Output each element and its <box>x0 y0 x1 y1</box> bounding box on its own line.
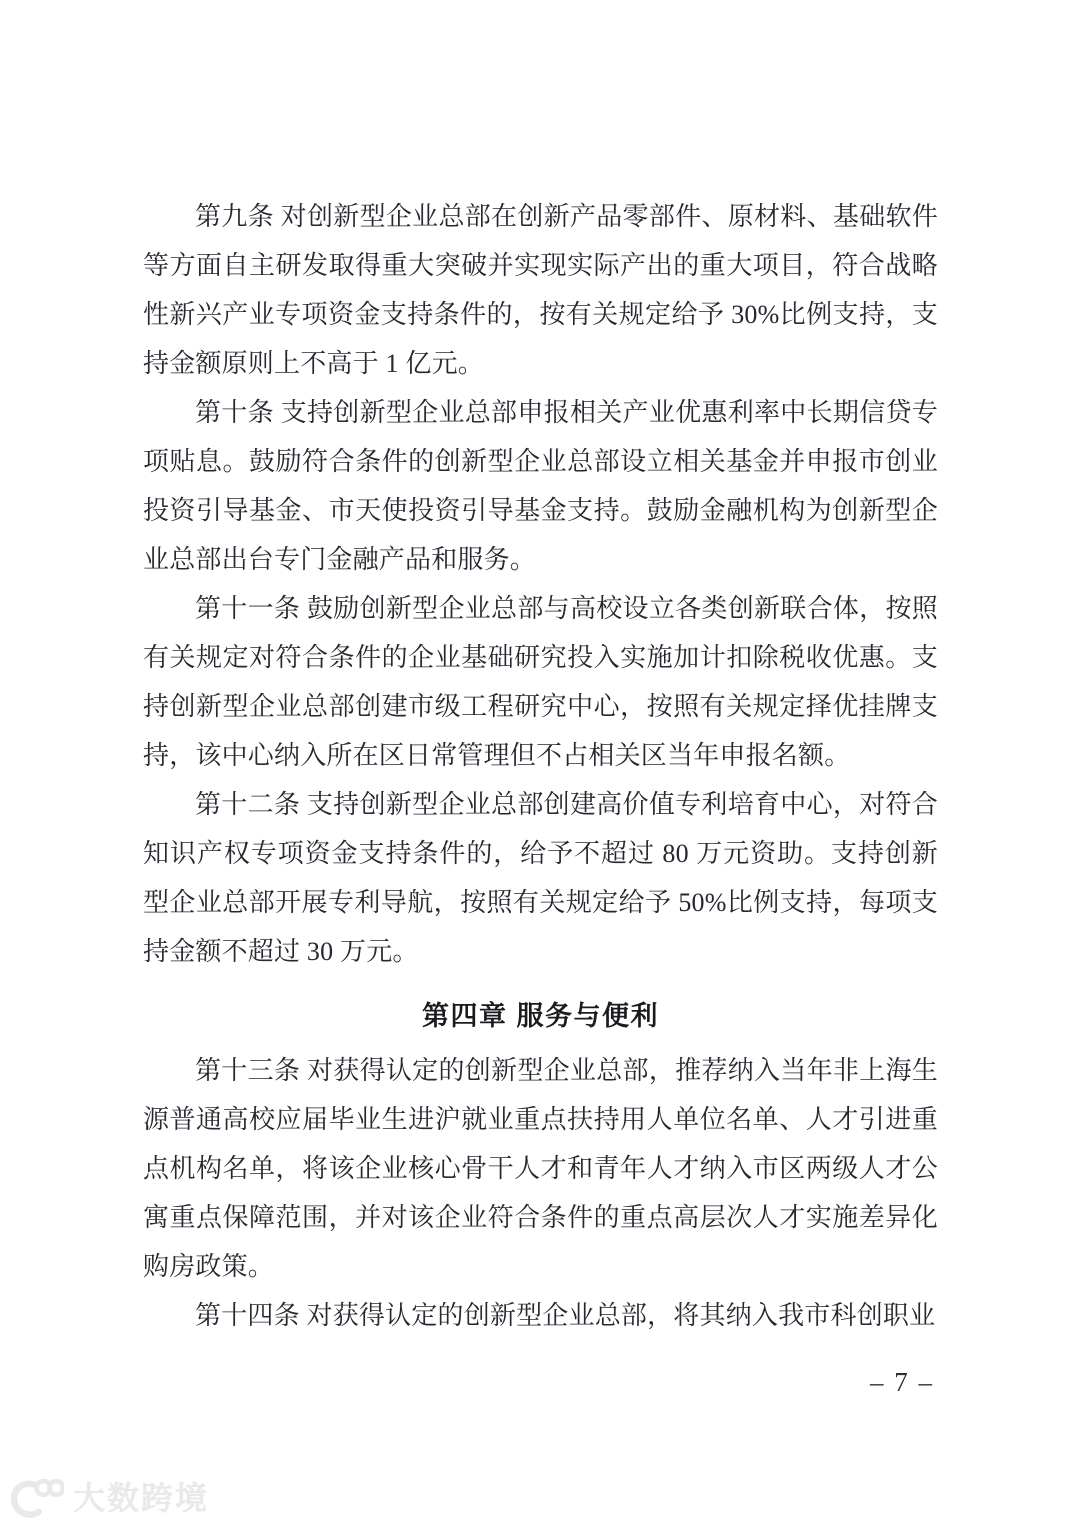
document-body <box>143 192 938 1340</box>
watermark-brand-text: 大数跨境 <box>73 1480 210 1516</box>
chapter-heading: 第四章 服务与便利 <box>421 1001 659 1031</box>
page-number: – 7 – <box>870 1367 934 1397</box>
paragraph-article-10: 第十条 支持创新型企业总部申报相关产业优惠利率中长期信贷专项贴息。鼓励符合条件的创新型企业总部设立相关基金并申报市创业投资引导基金、市天使投资引导基金支持。鼓励金融机构为创新型企业总部出台专门金融产品和服务。 <box>143 398 938 574</box>
paragraph-article-11: 第十一条 鼓励创新型企业总部与高校设立各类创新联合体，按照有关规定对符合条件的企业基础研究投入实施加计扣除税收优惠。支持创新型企业总部创建市级工程研究中心，按照有关规定择优挂牌支持，该中心纳入所在区日常管理但不占相关区当年申报名额。 <box>143 594 938 770</box>
paragraph-article-14: 第十四条 对获得认定的创新型企业总部，将其纳入我市科创职业 <box>195 1301 936 1330</box>
watermark <box>8 1476 209 1520</box>
dashu-100-logo-icon <box>8 1476 64 1520</box>
paragraph-article-12: 第十二条 支持创新型企业总部创建高价值专利培育中心，对符合知识产权专项资金支持条件的，给予不超过 80 万元资助。支持创新型企业总部开展专利导航，按照有关规定给予 50%比例支持，每项支持金额不超过 30 万元。 <box>143 790 938 966</box>
paragraph-article-9: 第九条 对创新型企业总部在创新产品零部件、原材料、基础软件等方面自主研发取得重大突破并实现实际产出的重大项目，符合战略性新兴产业专项资金支持条件的，按有关规定给予 30%比例支持，支持金额原则上不高于 1 亿元。 <box>143 202 938 378</box>
paragraph-article-13: 第十三条 对获得认定的创新型企业总部，推荐纳入当年非上海生源普通高校应届毕业生进沪就业重点扶持用人单位名单、人才引进重点机构名单，将该企业核心骨干人才和青年人才纳入市区两级人才公寓重点保障范围，并对该企业符合条件的重点高层次人才实施差异化购房政策。 <box>143 1056 938 1281</box>
